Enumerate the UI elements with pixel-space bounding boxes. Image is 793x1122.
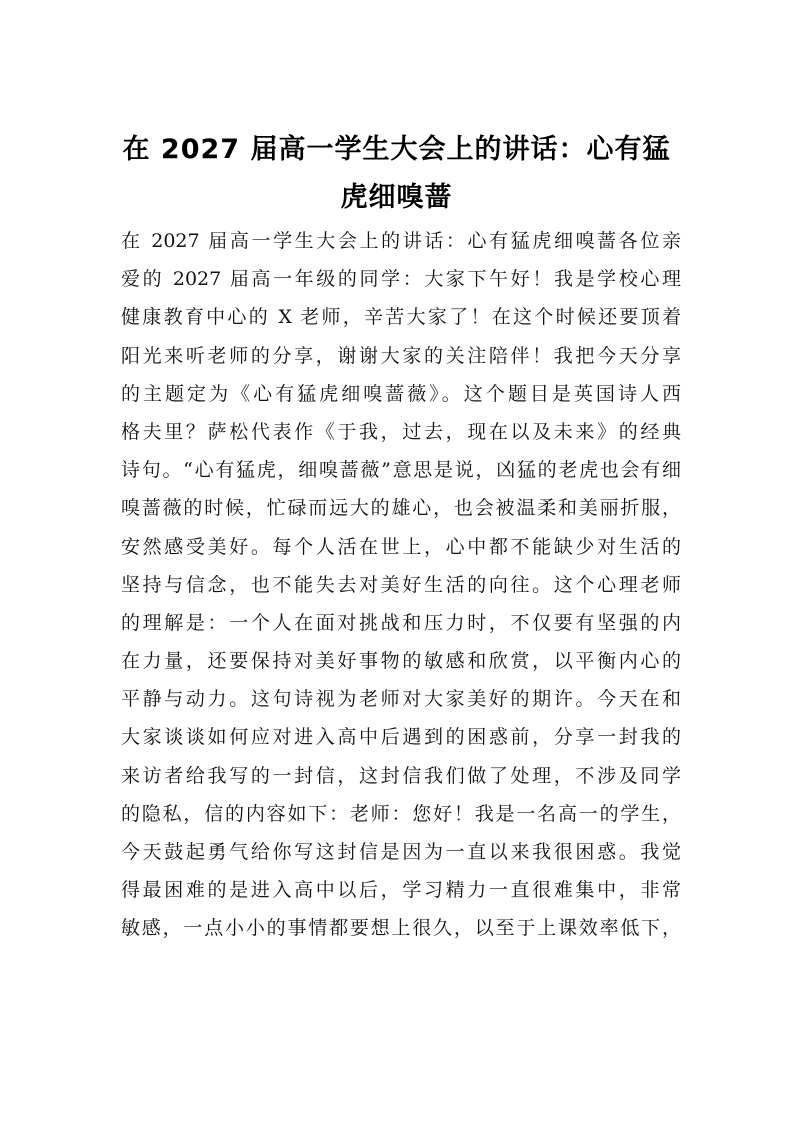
- document-body: [121, 222, 681, 948]
- body-line: 的隐私，信的内容如下：老师：您好！我是一名高一的学生，: [121, 802, 681, 825]
- body-line: 敏感，一点小小的事情都要想上很久，以至于上课效率低下，: [121, 917, 681, 940]
- body-line: 阳光来听老师的分享，谢谢大家的关注陪伴！我把今天分享: [121, 344, 681, 367]
- body-line: 平静与动力。这句诗视为老师对大家美好的期许。今天在和: [121, 688, 681, 711]
- body-line: 健康教育中心的 X 老师，辛苦大家了！在这个时候还要顶着: [121, 306, 681, 329]
- body-line: 得最困难的是进入高中以后，学习精力一直很难集中，非常: [121, 879, 681, 902]
- body-line: 大家谈谈如何应对进入高中后遇到的困惑前，分享一封我的: [121, 726, 681, 749]
- body-line: 诗句。“心有猛虎，细嗅蔷薇”意思是说，凶猛的老虎也会有细: [121, 459, 681, 482]
- body-line: 在力量，还要保持对美好事物的敏感和欣赏，以平衡内心的: [121, 650, 681, 673]
- body-line: 今天鼓起勇气给你写这封信是因为一直以来我很困惑。我觉: [121, 841, 681, 863]
- body-line: 嗅蔷薇的时候，忙碌而远大的雄心，也会被温柔和美丽折服，: [121, 497, 681, 520]
- body-line: 爱的 2027 届高一年级的同学：大家下午好！我是学校心理: [121, 268, 681, 291]
- body-line: 的理解是：一个人在面对挑战和压力时，不仅要有坚强的内: [121, 611, 681, 634]
- body-line: 坚持与信念，也不能失去对美好生活的向往。这个心理老师: [121, 573, 681, 596]
- body-line: 来访者给我写的一封信，这封信我们做了处理，不涉及同学: [121, 764, 681, 787]
- body-line: 的主题定为《心有猛虎细嗅蔷薇》。这个题目是英国诗人西: [121, 382, 681, 405]
- body-line: 安然感受美好。每个人活在世上，心中都不能缺少对生活的: [121, 535, 681, 558]
- body-line: 格夫里？萨松代表作《于我，过去，现在以及未来》的经典: [121, 420, 681, 443]
- document-title-line-1: 在 2027 届高一学生大会上的讲话：心有猛: [122, 134, 671, 165]
- document-title-line-2: 虎细嗅蔷: [340, 182, 453, 213]
- body-line: 在 2027 届高一学生大会上的讲话：心有猛虎细嗅蔷各位亲: [121, 230, 681, 252]
